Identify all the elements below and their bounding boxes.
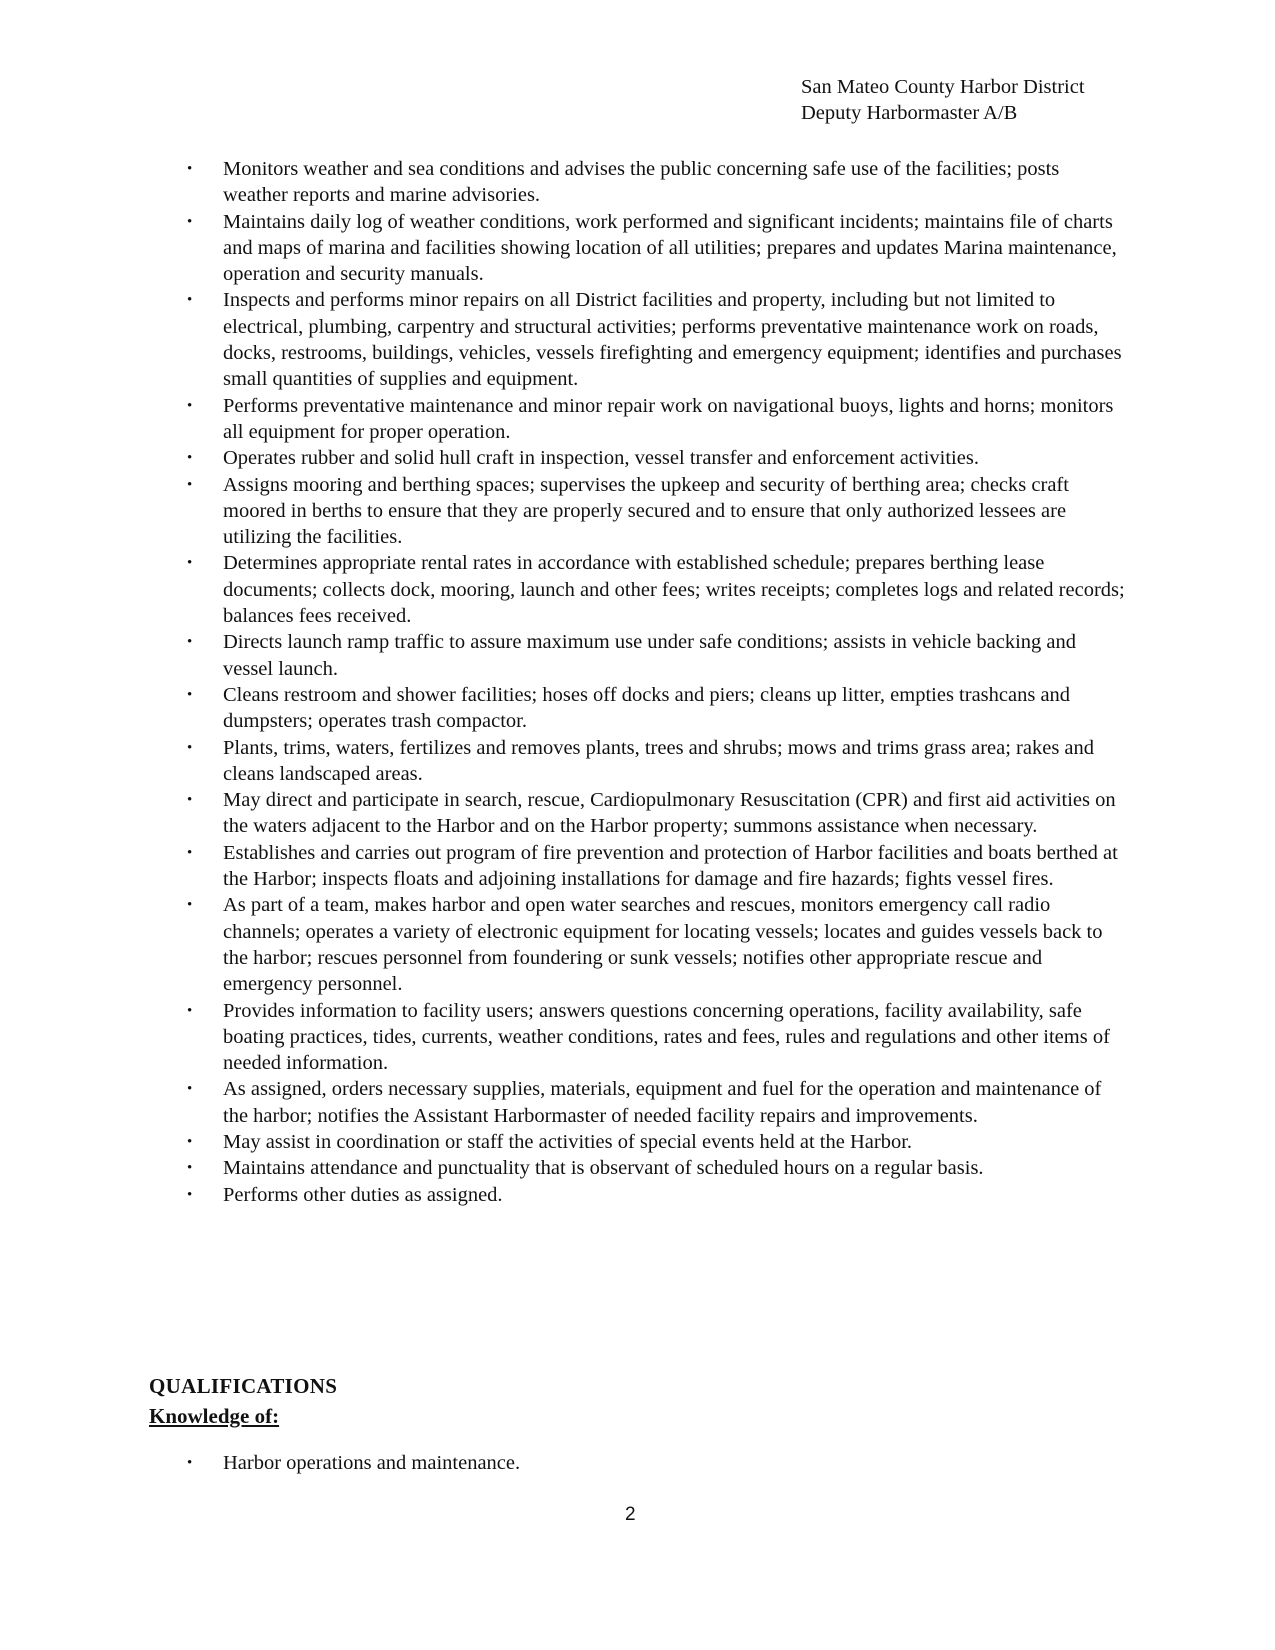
bullet-icon: •: [187, 1133, 193, 1150]
list-item-text: Monitors weather and sea conditions and advises the public concerning safe use of the facilities; posts weather reports and marine advisories.: [223, 158, 1060, 207]
list-item: [187, 1076, 1127, 1129]
list-item: [187, 472, 1127, 551]
bullet-icon: •: [187, 397, 193, 414]
list-item: [187, 287, 1127, 392]
list-item: [187, 629, 1127, 682]
list-item-text: Assigns mooring and berthing spaces; supervises the upkeep and security of berthing area; checks craft moored in berths to ensure that they are properly secured and to ensure that only authorized lessees are utilizing the facilities.: [223, 473, 1069, 549]
list-item: [187, 840, 1127, 893]
knowledge-heading: Knowledge of:: [149, 1404, 280, 1428]
bullet-icon: •: [187, 634, 193, 651]
list-item: [187, 550, 1127, 629]
list-item: [187, 735, 1127, 788]
list-item: [187, 998, 1127, 1077]
page-number: 2: [625, 1504, 636, 1525]
bullet-icon: •: [187, 1002, 193, 1019]
list-item: [187, 892, 1127, 997]
bullet-icon: •: [187, 292, 193, 309]
list-item: [187, 209, 1127, 288]
list-item-text: Maintains attendance and punctuality that is observant of scheduled hours on a regular basis.: [223, 1157, 984, 1180]
list-item-text: Performs preventative maintenance and minor repair work on navigational buoys, lights and horns; monitors all equipment for proper operation.: [223, 394, 1114, 443]
list-item-text: Inspects and performs minor repairs on all District facilities and property, including but not limited to electrical, plumbing, carpentry and structural activities; performs preventative maintenance work on roads, docks, restrooms, buildings, vehicles, vessels firefighting and emergency equipment; identifies and purchases small quantities of supplies and equipment.: [223, 289, 1122, 391]
header-organization: San Mateo County Harbor District: [801, 76, 1085, 98]
bullet-icon: •: [187, 450, 193, 467]
list-item: [187, 682, 1127, 735]
list-item-text: As assigned, orders necessary supplies, materials, equipment and fuel for the operation and maintenance of the harbor; notifies the Assistant Harbormaster of needed facility repairs and improvements.: [223, 1078, 1102, 1127]
knowledge-list: [187, 1450, 1127, 1476]
qualifications-heading: QUALIFICATIONS: [149, 1374, 338, 1398]
list-item: [187, 393, 1127, 446]
bullet-icon: •: [187, 1081, 193, 1098]
bullet-icon: •: [187, 739, 193, 756]
list-item-text: Provides information to facility users; answers questions concerning operations, facility availability, safe boating practices, tides, currents, weather conditions, rates and fees, rules and regulations and other items of needed information.: [223, 999, 1110, 1075]
duties-list: [187, 156, 1127, 1208]
list-item-text: May direct and participate in search, rescue, Cardiopulmonary Resuscitation (CPR) and first aid activities on the waters adjacent to the Harbor and on the Harbor property; summons assistance when necessary.: [223, 789, 1116, 838]
list-item-text: Performs other duties as assigned.: [223, 1183, 503, 1206]
list-item-text: Harbor operations and maintenance.: [223, 1452, 521, 1474]
bullet-icon: •: [187, 476, 193, 493]
list-item: [187, 1129, 1127, 1155]
list-item: [187, 1450, 1127, 1476]
bullet-icon: •: [187, 686, 193, 703]
bullet-icon: •: [187, 897, 193, 914]
bullet-icon: •: [187, 161, 193, 177]
list-item: [187, 1182, 1127, 1208]
list-item: [187, 787, 1127, 840]
bullet-icon: •: [187, 844, 193, 861]
list-item-text: As part of a team, makes harbor and open water searches and rescues, monitors emergency call radio channels; operates a variety of electronic equipment for locating vessels; locates and guides vessels back to the harbor; rescues personnel from foundering or sunk vessels; notifies other appropriate rescue and emergency personnel.: [223, 894, 1103, 996]
bullet-icon: •: [187, 1160, 193, 1177]
list-item-text: Cleans restroom and shower facilities; hoses off docks and piers; cleans up litter, empties trashcans and dumpsters; operates trash compactor.: [223, 683, 1071, 733]
document-header: [801, 74, 1085, 126]
list-item-text: May assist in coordination or staff the activities of special events held at the Harbor.: [223, 1130, 913, 1153]
list-item-text: Operates rubber and solid hull craft in inspection, vessel transfer and enforcement activities.: [223, 447, 979, 470]
bullet-icon: •: [187, 555, 193, 572]
list-item-text: Establishes and carries out program of fire prevention and protection of Harbor facilities and boats berthed at the Harbor; inspects floats and adjoining installations for damage and fire hazards; fights vessel fires.: [223, 841, 1118, 891]
list-item-text: Plants, trims, waters, fertilizes and removes plants, trees and shrubs; mows and trims grass area; rakes and cleans landscaped areas.: [223, 736, 1095, 785]
list-item-text: Maintains daily log of weather conditions, work performed and significant incidents; maintains file of charts and maps of marina and facilities showing location of all utilities; prepares and updates Marina maintenance, operation and security manuals.: [223, 210, 1117, 286]
bullet-icon: •: [187, 213, 193, 230]
bullet-icon: •: [187, 1186, 193, 1203]
list-item: [187, 445, 1127, 471]
list-item: [187, 156, 1127, 209]
bullet-icon: •: [187, 792, 193, 809]
list-item-text: Determines appropriate rental rates in accordance with established schedule; prepares berthing lease documents; collects dock, mooring, launch and other fees; writes receipts; completes logs and related records; balances fees received.: [223, 552, 1125, 628]
header-job-title: Deputy Harbormaster A/B: [801, 102, 1018, 124]
bullet-icon: •: [187, 1455, 193, 1471]
list-item-text: Directs launch ramp traffic to assure maximum use under safe conditions; assists in vehicle backing and vessel launch.: [223, 631, 1076, 680]
list-item: [187, 1155, 1127, 1181]
